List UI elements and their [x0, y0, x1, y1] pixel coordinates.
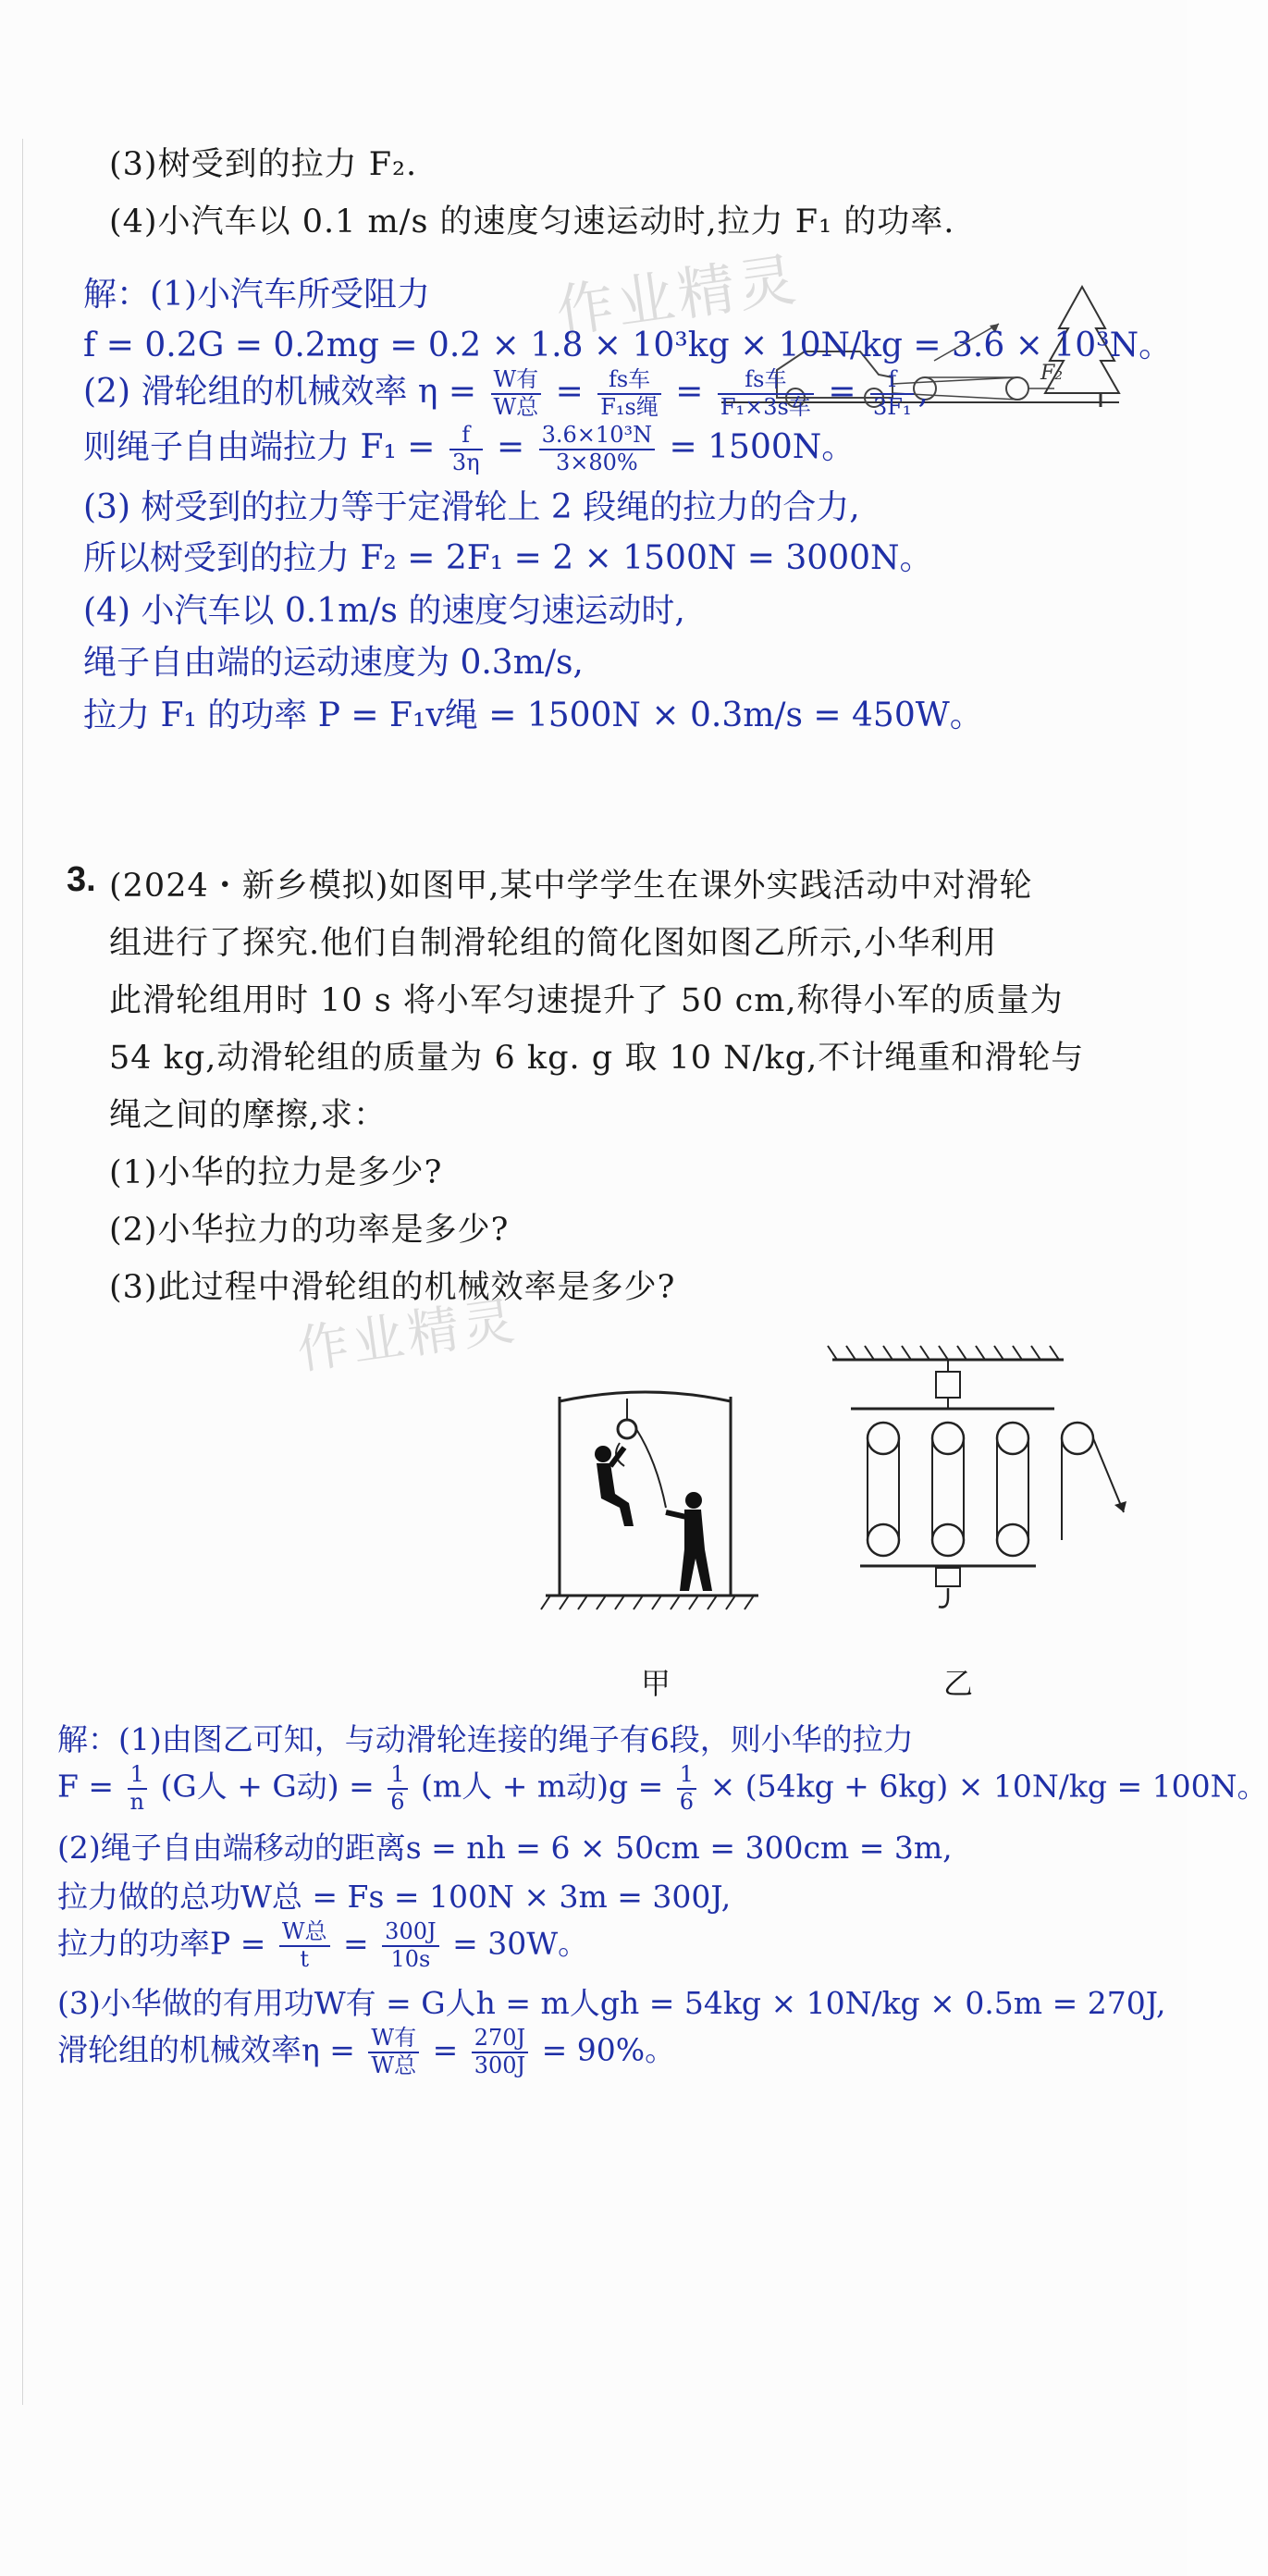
figure-yi [832, 1346, 1128, 1633]
fraction: $\frac{\text{fs车}}{\text{F₁s绳}}$ [597, 367, 661, 420]
question3-subq3: (3)此过程中滑轮组的机械效率是多少? [109, 1269, 676, 1306]
sol2-line6: 所以树受到的拉力 F₂ = 2F₁ = 2 × 1500N = 3000N。 [83, 539, 933, 577]
caption-jia: 甲 [641, 1666, 671, 1701]
watermark: 作业精灵 [551, 244, 804, 346]
sol3-line3: (2)绳子自由端移动的距离s = nh = 6 × 50cm = 300cm = 3m, [57, 1830, 953, 1866]
question3-subq1: (1)小华的拉力是多少? [109, 1154, 443, 1191]
fraction: $\frac{f}{\text{3F₁}}$ [870, 367, 915, 420]
fraction: $\frac{\text{3.6×10³N}}{3\times 80\%}$ [539, 423, 655, 475]
sol2-line3: (2) 滑轮组的机械效率 η = $\frac{\text{W有}}{\text{W总}}$ = $\frac{\text{fs车}}{\text{F₁s绳}}$ = $\frac{\text{fs车}}{\text{F₁×3s车}}$ = $\frac{f}{\text{3F₁}}$ , [83, 366, 929, 420]
sol3-line1: 解：(1)由图乙可知，与动滑轮连接的绳子有6段，则小华的拉力 [57, 1721, 914, 1757]
question3-line: 绳之间的摩擦,求： [109, 1097, 388, 1134]
sol3-line2: F = $\frac{1}{n}$ (G人 + G动) = $\frac{1}{6}$ (m人 + m动)g = $\frac{1}{6}$ × (54kg + 6kg) × 10N/kg = 100N。 [57, 1761, 1268, 1815]
sol2-line4: 则绳子自由端拉力 F₁ = $\frac{f}{3\eta}$ = $\frac{\text{3.6×10³N}}{3\times 80\%}$ = 1500N。 [83, 422, 856, 475]
sol3-line5: 拉力的功率P = $\frac{\text{W总}}{t}$ = $\frac{300J}{10s}$ = 30W。 [57, 1918, 589, 1972]
sol3-line7: 滑轮组的机械效率η = $\frac{\text{W有}}{\text{W总}}$ = $\frac{270J}{300J}$ = 90%。 [57, 2025, 676, 2078]
sol2-line8: 绳子自由端的运动速度为 0.3m/s, [83, 644, 584, 682]
sol2-line5: (3) 树受到的拉力等于定滑轮上 2 段绳的拉力的合力, [83, 488, 860, 526]
question2-part4: (4)小汽车以 0.1 m/s 的速度匀速运动时,拉力 F₁ 的功率. [109, 203, 955, 240]
margin-line [22, 139, 23, 2405]
question3-subq2: (2)小华拉力的功率是多少? [109, 1212, 510, 1249]
question3-number: 3. [67, 860, 96, 899]
question3-line: 此滑轮组用时 10 s 将小军匀速提升了 50 cm,称得小军的质量为 [109, 982, 1064, 1019]
fraction: $\frac{\text{fs车}}{\text{F₁×3s车}}$ [718, 367, 814, 420]
sol2-line7: (4) 小汽车以 0.1m/s 的速度匀速运动时, [83, 592, 685, 630]
sol3-line6: (3)小华做的有用功W有 = G人h = m人gh = 54kg × 10N/kg × 0.5m = 270J, [57, 1985, 1166, 2021]
fraction: $\frac{f}{3\eta}$ [449, 423, 483, 475]
f2-label: F₂ [1040, 362, 1064, 385]
question2-part3: (3)树受到的拉力 F₂. [109, 146, 418, 183]
watermark: 作业精灵 [293, 1290, 522, 1382]
sol2-line1: 解：(1)小汽车所受阻力 [83, 276, 430, 314]
figure-jia [546, 1378, 786, 1628]
sol2-line9: 拉力 F₁ 的功率 P = F₁v绳 = 1500N × 0.3m/s = 450W。 [83, 696, 983, 734]
fraction: $\frac{\text{W有}}{\text{W总}}$ [491, 367, 542, 420]
question3-line: (2024・新乡模拟)如图甲,某中学学生在课外实践活动中对滑轮 [109, 868, 1033, 905]
caption-yi: 乙 [943, 1666, 974, 1701]
sol3-line4: 拉力做的总功W总 = Fs = 100N × 3m = 300J, [57, 1879, 732, 1915]
question3-line: 组进行了探究.他们自制滑轮组的简化图如图乙所示,小华利用 [109, 925, 998, 962]
sol2-line2: f = 0.2G = 0.2mg = 0.2 × 1.8 × 10³kg × 10N/kg = 3.6 × 10³N。 [83, 327, 1173, 364]
question3-line: 54 kg,动滑轮组的质量为 6 kg. g 取 10 N/kg,不计绳重和滑轮与 [109, 1040, 1085, 1077]
